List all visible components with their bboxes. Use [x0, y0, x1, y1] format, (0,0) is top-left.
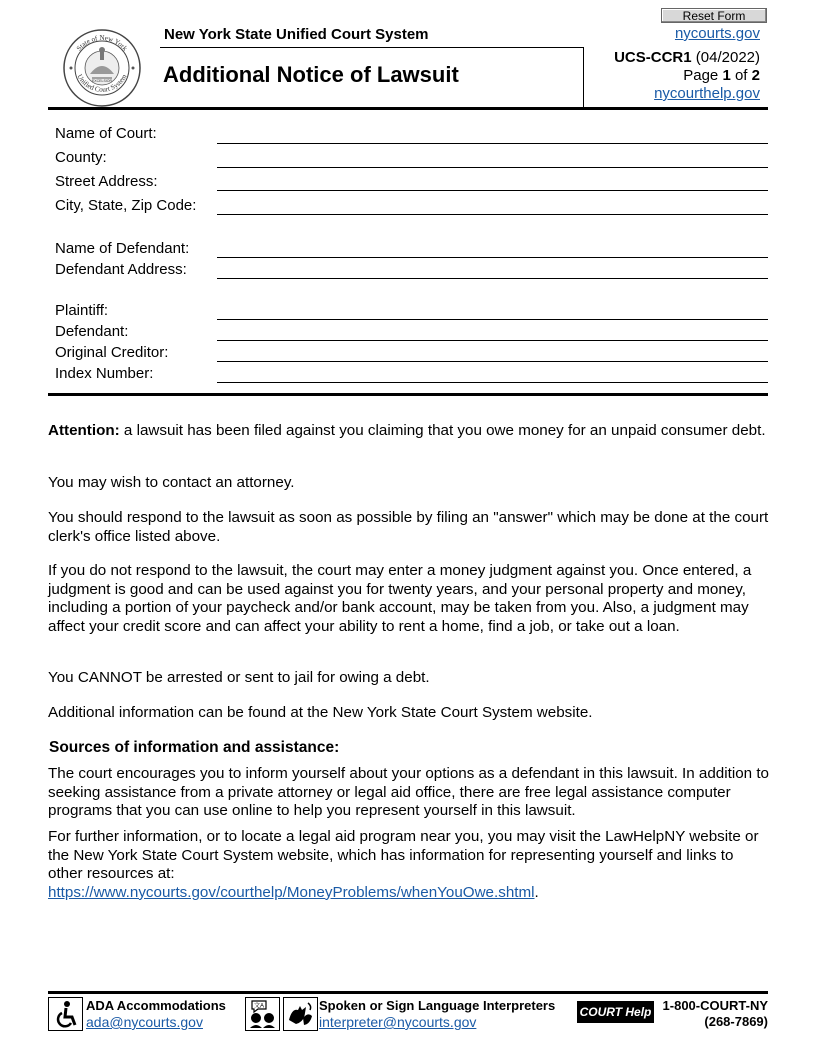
page-of: of — [734, 67, 748, 84]
name-of-court-input[interactable] — [217, 143, 768, 144]
county-label: County: — [55, 149, 107, 166]
attention-paragraph — [48, 422, 770, 441]
seal-text-top: State of New York — [75, 34, 129, 53]
sources-heading: Sources of information and assistance: — [49, 739, 340, 756]
original-creditor-input[interactable] — [217, 361, 768, 362]
court-encourages-paragraph: The court encourages you to inform yourself about your options as a defendant in this lawsuit. In addition to seeking assistance from a private attorney or legal aid office, there are free legal assistance computer programs that you can use online to help you represent yourself in this lawsuit. — [48, 765, 769, 819]
county-input[interactable] — [217, 167, 768, 168]
money-problems-link[interactable]: https://www.nycourts.gov/courthelp/MoneyProblems/whenYouOwe.shtml — [48, 883, 535, 901]
further-info-paragraph — [48, 828, 770, 902]
court-help-logo: COURT Help — [577, 1001, 654, 1023]
footer-rule — [48, 991, 768, 994]
organization-name: New York State Unified Court System — [164, 26, 429, 43]
city-state-zip-label: City, State, Zip Code: — [55, 197, 197, 214]
page-total: 2 — [751, 67, 760, 84]
ny-courts-seal — [62, 28, 142, 108]
seal-motto: EXCELSIOR — [91, 79, 113, 83]
court-help-phone-letters: 1-800-COURT-NY — [662, 998, 768, 1013]
plaintiff-input[interactable] — [217, 319, 768, 320]
name-of-defendant-input[interactable] — [217, 257, 768, 258]
header-vertical-divider — [583, 47, 584, 109]
interpreter-email-link[interactable]: interpreter@nycourts.gov — [319, 1014, 477, 1030]
nycourthelp-link[interactable]: nycourthelp.gov — [654, 85, 760, 102]
judgment-paragraph: If you do not respond to the lawsuit, the court may enter a money judgment against you. Once entered, a judgment is good and can be used against you for twenty years, and your personal property and money, including a portion of your paycheck and/or bank account, may be taken from you. Also, a judgment may affect your credit score and can affect your ability to rent a home, find a job, or take out a loan. — [48, 562, 752, 635]
further-info-text: For further information, or to locate a legal aid program near you, you may visit the LawHelpNY website or the New York State Court System website, which has information for representing yourself and links to other resources at: — [48, 828, 759, 882]
reset-form-button[interactable]: Reset Form — [661, 8, 767, 23]
fields-rule — [48, 393, 768, 396]
respond-paragraph: You should respond to the lawsuit as soon as possible by filing an "answer" which may be done at the court clerk's office listed above. — [48, 509, 769, 545]
attention-text: a lawsuit has been filed against you claiming that you owe money for an unpaid consumer debt. — [119, 422, 766, 439]
spoken-language-icon — [245, 997, 280, 1031]
page-current: 1 — [722, 67, 731, 84]
svg-text:文A: 文A — [253, 1003, 265, 1010]
ada-title: ADA Accommodations — [86, 998, 226, 1013]
arrest-paragraph: You CANNOT be arrested or sent to jail for owing a debt. — [48, 669, 430, 686]
attention-label: Attention: — [48, 422, 120, 439]
name-of-defendant-label: Name of Defendant: — [55, 240, 190, 257]
defendant-label: Defendant: — [55, 323, 129, 340]
header-rule — [48, 107, 768, 110]
defendant-address-input[interactable] — [217, 278, 768, 279]
index-number-input[interactable] — [217, 382, 768, 383]
further-info-period: . — [534, 883, 539, 901]
street-address-label: Street Address: — [55, 173, 158, 190]
street-address-input[interactable] — [217, 190, 768, 191]
form-date: (04/2022) — [695, 49, 760, 66]
contact-attorney-paragraph: You may wish to contact an attorney. — [48, 474, 295, 491]
defendant-input[interactable] — [217, 340, 768, 341]
page-title: Additional Notice of Lawsuit — [163, 62, 459, 87]
header-divider — [160, 47, 584, 48]
form-id — [614, 49, 760, 66]
page-prefix: Page — [683, 67, 719, 84]
defendant-address-label: Defendant Address: — [55, 261, 187, 278]
sign-language-icon — [283, 997, 318, 1031]
index-number-label: Index Number: — [55, 365, 154, 382]
plaintiff-label: Plaintiff: — [55, 302, 109, 319]
city-state-zip-input[interactable] — [217, 214, 768, 215]
nycourts-link[interactable]: nycourts.gov — [674, 25, 760, 42]
seal-text-bottom: Unified Court System — [75, 72, 129, 94]
court-help-phone-digits: (268-7869) — [704, 1014, 768, 1029]
ada-email-link[interactable]: ada@nycourts.gov — [86, 1014, 203, 1030]
wheelchair-icon — [48, 997, 83, 1031]
original-creditor-label: Original Creditor: — [55, 344, 169, 361]
additional-info-paragraph: Additional information can be found at the New York State Court System website. — [48, 704, 593, 721]
interpreters-title: Spoken or Sign Language Interpreters — [319, 998, 556, 1013]
page-indicator — [683, 67, 760, 84]
form-id-code: UCS-CCR1 — [614, 49, 692, 66]
name-of-court-label: Name of Court: — [55, 125, 157, 142]
